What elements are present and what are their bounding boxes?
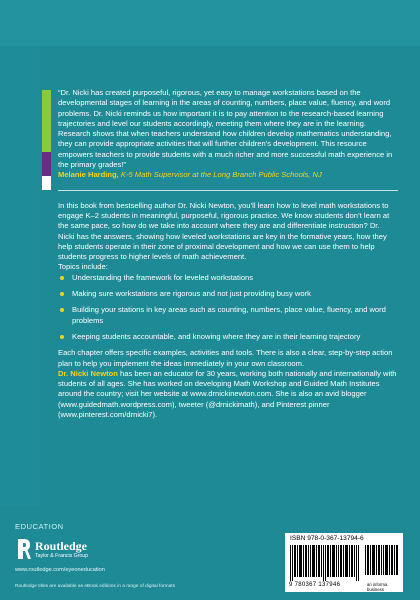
publisher-group: Taylor & Francis Group	[35, 553, 89, 559]
bullet-icon	[60, 276, 64, 280]
accent-bar-lime	[42, 90, 51, 152]
publisher-website: www.routledge.com/eyeoneducation	[15, 567, 105, 573]
bullet-icon	[60, 308, 64, 312]
publisher-logo	[15, 537, 175, 565]
author-bio	[58, 369, 398, 420]
isbn-text: ISBN 978-0-367-13794-6	[290, 535, 364, 542]
topic-item	[58, 332, 398, 342]
back-cover-text	[58, 88, 398, 420]
accent-bar-white	[42, 176, 51, 190]
endorser-name: Melanie Harding,	[58, 170, 119, 180]
topic-text: Making sure workstations are rigorous and not just providing busy work	[72, 289, 311, 299]
author-name: Dr. Nicki Newton	[58, 368, 118, 378]
topic-item	[58, 305, 398, 326]
bullet-icon	[60, 335, 64, 339]
topic-text: Keeping students accountable, and knowing where they are in their learning trajectory	[72, 331, 361, 341]
topics-list	[58, 273, 398, 342]
top-band	[0, 0, 420, 46]
endorsement-quote: “Dr. Nicki has created purposeful, rigorous, yet easy to manage workstations based on the developmental stages of learning in the areas of counting, numbers, place value, fluency, and word problems. Dr. Nicki reminds us how important it is to pay attention to the research-based learning trajectories and level our students accordingly, meeting them where they are in the learning. Research shows that when teachers understand how children develop mathematics understanding, they can provide appropriate activities that will further children’s development. This resource empowers teachers to provide students with a much richer and more successful math experience in the primary grades!”	[58, 88, 393, 170]
topic-item	[58, 273, 398, 283]
topics-heading: Topics include:	[58, 262, 108, 272]
outro-paragraph: Each chapter offers specific examples, activities and tools. There is also a clear, step-by-step action plan to help you implement the ideas immediately in your own classroom.	[58, 348, 393, 368]
intro-paragraph: In this book from bestselling author Dr. Nicki Newton, you’ll learn how to level math workstations to engage K–2 students in meaningful, purposeful, rigorous practice. We know students don’t learn at the same pace, so how do we take into account where they are and differentiate instruction? Dr. Nicki has the answers, showing how leveled workstations are key in the formative years, how they help students operate in their zone of proximal development and how we can use them to help students progress to higher levels of math achievement.	[58, 200, 390, 262]
informa-imprint: an informa business	[367, 582, 388, 592]
ebook-fineprint: Routledge titles are available as eBook editions in a range of digital formats	[15, 584, 175, 589]
endorsement-attribution	[58, 170, 398, 180]
endorser-role: K-5 Math Supervisor at the Long Branch Public Schools, NJ	[118, 170, 322, 180]
barcode-digits: 9 780367 137946	[289, 582, 341, 588]
divider-line	[58, 190, 398, 191]
price-addon-barcode-icon	[365, 545, 399, 575]
topic-item	[58, 289, 398, 299]
isbn-barcode	[285, 533, 403, 592]
category-label: EDUCATION	[15, 522, 64, 531]
topic-text: Building your stations in key areas such as counting, numbers, place value, fluency, and word problems	[72, 305, 386, 325]
author-bio-text: has been an educator for 30 years, working both nationally and internationally with students of all ages. She has worked on developing Math Workshop and Guided Math Institutes around the country; visit her website at www.drnickinewton.com. She is also an avid blogger (www.guidedmath.wordpress.com), tweeter (@drnickimath), and Pinterest pinner (www.pinterest.com/drnicki7).	[58, 368, 397, 420]
routledge-logo-icon	[15, 537, 32, 561]
left-color-strip	[0, 46, 40, 506]
publisher-name: Routledge	[35, 539, 87, 553]
accent-bar-purple	[42, 152, 51, 176]
topic-text: Understanding the framework for leveled workstations	[72, 272, 254, 282]
bullet-icon	[60, 292, 64, 296]
barcode-bars-icon	[290, 545, 360, 581]
